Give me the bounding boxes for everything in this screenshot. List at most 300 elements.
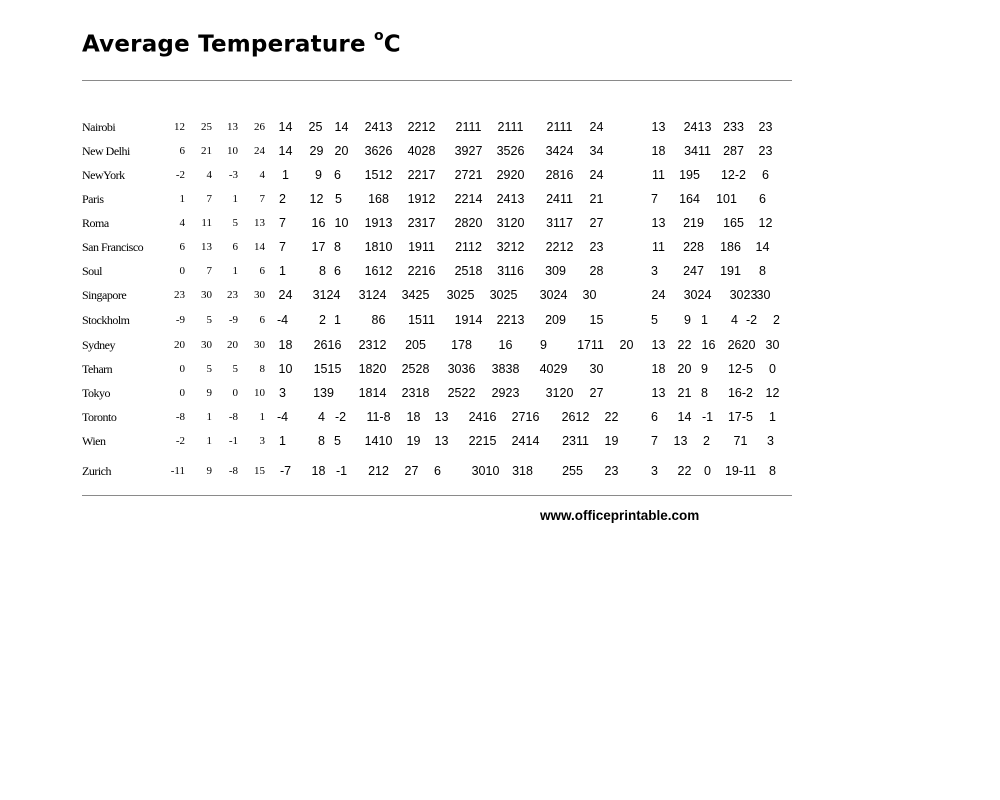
city-name: Teharn bbox=[82, 362, 113, 376]
temperature-value-cell: 3025 bbox=[489, 288, 518, 302]
small-value-cell: 8 bbox=[259, 363, 265, 375]
temperature-value-cell: 168 bbox=[368, 192, 389, 206]
temperature-value-cell: 7 bbox=[651, 434, 658, 448]
temperature-value-cell: 3 bbox=[651, 264, 658, 278]
small-value-cell: 25 bbox=[201, 121, 212, 133]
temperature-value-cell: 3023 bbox=[729, 288, 758, 302]
temperature-value-cell: 212 bbox=[368, 464, 389, 478]
temperature-value-cell: 6 bbox=[434, 464, 441, 478]
table-row bbox=[0, 462, 1000, 480]
temperature-value-cell: 228 bbox=[683, 240, 704, 254]
temperature-value-cell: 86 bbox=[371, 313, 386, 327]
small-value-cell: 20 bbox=[174, 339, 185, 351]
table-row bbox=[0, 384, 1000, 402]
small-value-cell: 7 bbox=[259, 193, 265, 205]
temperature-value-cell: 4 bbox=[731, 313, 738, 327]
temperature-value-cell: 13 bbox=[651, 338, 666, 352]
temperature-value-cell: 2923 bbox=[491, 386, 520, 400]
small-value-cell: 6 bbox=[232, 241, 238, 253]
temperature-value-cell: 3124 bbox=[358, 288, 387, 302]
temperature-value-cell: 1911 bbox=[408, 240, 435, 254]
temperature-value-cell: 3120 bbox=[496, 216, 525, 230]
temperature-value-cell: 14 bbox=[334, 120, 349, 134]
small-value-cell: 10 bbox=[227, 145, 238, 157]
temperature-value-cell: 3411 bbox=[684, 144, 711, 158]
small-value-cell: 1 bbox=[206, 435, 212, 447]
temperature-value-cell: 9 bbox=[315, 168, 322, 182]
temperature-value-cell: -2 bbox=[745, 313, 758, 327]
temperature-value-cell: 15 bbox=[589, 313, 604, 327]
temperature-value-cell: 13 bbox=[434, 410, 449, 424]
small-value-cell: 9 bbox=[206, 465, 212, 477]
small-value-cell: -8 bbox=[228, 465, 238, 477]
temperature-value-cell: 2217 bbox=[407, 168, 436, 182]
small-value-cell: 6 bbox=[259, 265, 265, 277]
temperature-value-cell: 14 bbox=[278, 144, 293, 158]
city-name: Sydney bbox=[82, 338, 115, 352]
table-row bbox=[0, 214, 1000, 232]
temperature-value-cell: 10 bbox=[334, 216, 349, 230]
temperature-value-cell: 20 bbox=[619, 338, 634, 352]
temperature-value-cell: 1 bbox=[279, 264, 286, 278]
temperature-value-cell: 191 bbox=[720, 264, 741, 278]
table-row bbox=[0, 311, 1000, 329]
temperature-value-cell: 2 bbox=[279, 192, 286, 206]
temperature-value-cell: 21 bbox=[589, 192, 604, 206]
temperature-value-cell: 13 bbox=[651, 120, 666, 134]
temperature-value-cell: 16-2 bbox=[727, 386, 754, 400]
temperature-value-cell: 1 bbox=[282, 168, 289, 182]
temperature-value-cell: 1711 bbox=[577, 338, 604, 352]
temperature-value-cell: 2716 bbox=[511, 410, 540, 424]
temperature-value-cell: 18 bbox=[651, 362, 666, 376]
table-row bbox=[0, 408, 1000, 426]
temperature-value-cell: 10 bbox=[278, 362, 293, 376]
temperature-value-cell: 3838 bbox=[491, 362, 520, 376]
temperature-value-cell: 3124 bbox=[312, 288, 341, 302]
temperature-value-cell: 24 bbox=[589, 120, 604, 134]
small-value-cell: 26 bbox=[254, 121, 265, 133]
small-value-cell: 11 bbox=[201, 217, 212, 229]
small-value-cell: 10 bbox=[254, 387, 265, 399]
temperature-value-cell: 23 bbox=[758, 144, 773, 158]
city-name: Nairobi bbox=[82, 120, 116, 134]
temperature-value-cell: 27 bbox=[589, 216, 604, 230]
city-name: Soul bbox=[82, 264, 103, 278]
temperature-value-cell: 25 bbox=[308, 120, 323, 134]
temperature-value-cell: 20 bbox=[677, 362, 692, 376]
small-value-cell: 12 bbox=[174, 121, 185, 133]
temperature-value-cell: 2528 bbox=[401, 362, 430, 376]
small-value-cell: 5 bbox=[206, 363, 212, 375]
temperature-value-cell: 30 bbox=[589, 362, 604, 376]
small-value-cell: 13 bbox=[254, 217, 265, 229]
temperature-value-cell: 13 bbox=[651, 216, 666, 230]
temperature-value-cell: 2213 bbox=[496, 313, 525, 327]
temperature-value-cell: 6 bbox=[334, 264, 341, 278]
small-value-cell: -8 bbox=[228, 411, 238, 423]
temperature-value-cell: 30 bbox=[756, 288, 771, 302]
title-text: Average Temperature bbox=[82, 31, 374, 58]
temperature-value-cell: 1820 bbox=[358, 362, 387, 376]
table-row bbox=[0, 238, 1000, 256]
temperature-value-cell: 219 bbox=[683, 216, 704, 230]
temperature-value-cell: 2816 bbox=[545, 168, 574, 182]
temperature-value-cell: 309 bbox=[545, 264, 566, 278]
temperature-value-cell: -7 bbox=[279, 464, 292, 478]
temperature-value-cell: 11 bbox=[652, 168, 665, 182]
temperature-value-cell: 23 bbox=[604, 464, 619, 478]
city-name: Wien bbox=[82, 434, 106, 448]
temperature-value-cell: 2522 bbox=[447, 386, 476, 400]
temperature-value-cell: 22 bbox=[677, 338, 692, 352]
temperature-value-cell: 8 bbox=[769, 464, 776, 478]
temperature-value-cell: 12 bbox=[765, 386, 780, 400]
temperature-value-cell: 3024 bbox=[539, 288, 568, 302]
temperature-value-cell: -2 bbox=[334, 410, 347, 424]
temperature-value-cell: 3010 bbox=[471, 464, 500, 478]
temperature-value-cell: 18 bbox=[278, 338, 293, 352]
temperature-value-cell: 2311 bbox=[562, 434, 589, 448]
small-value-cell: 30 bbox=[254, 289, 265, 301]
city-name: New Delhi bbox=[82, 144, 130, 158]
city-name: Zurich bbox=[82, 464, 111, 478]
small-value-cell: -2 bbox=[175, 169, 185, 181]
temperature-value-cell: 14 bbox=[278, 120, 293, 134]
small-value-cell: 7 bbox=[206, 265, 212, 277]
temperature-value-cell: -4 bbox=[276, 313, 289, 327]
temperature-value-cell: 3025 bbox=[446, 288, 475, 302]
temperature-value-cell: 2212 bbox=[407, 120, 436, 134]
temperature-value-cell: 2518 bbox=[454, 264, 483, 278]
temperature-value-cell: 2 bbox=[773, 313, 780, 327]
small-value-cell: 5 bbox=[232, 363, 238, 375]
temperature-value-cell: -1 bbox=[701, 410, 714, 424]
city-name: NewYork bbox=[82, 168, 125, 182]
table-row bbox=[0, 286, 1000, 304]
temperature-value-cell: 3116 bbox=[497, 264, 524, 278]
temperature-value-cell: 1810 bbox=[364, 240, 393, 254]
temperature-value-cell: 2112 bbox=[455, 240, 482, 254]
temperature-value-cell: 8 bbox=[759, 264, 766, 278]
temperature-value-cell: 101 bbox=[716, 192, 737, 206]
temperature-value-cell: 23 bbox=[758, 120, 773, 134]
temperature-value-cell: 27 bbox=[404, 464, 419, 478]
small-value-cell: 5 bbox=[206, 314, 212, 326]
temperature-value-cell: 3424 bbox=[545, 144, 574, 158]
temperature-value-cell: 30 bbox=[765, 338, 780, 352]
temperature-value-cell: 3 bbox=[651, 464, 658, 478]
temperature-value-cell: 2413 bbox=[364, 120, 393, 134]
city-name: Paris bbox=[82, 192, 104, 206]
temperature-value-cell: 3425 bbox=[401, 288, 430, 302]
temperature-value-cell: 12 bbox=[309, 192, 324, 206]
table-row bbox=[0, 432, 1000, 450]
small-value-cell: 5 bbox=[232, 217, 238, 229]
temperature-value-cell: 5 bbox=[334, 434, 341, 448]
temperature-value-cell: 23 bbox=[589, 240, 604, 254]
city-name: San Francisco bbox=[82, 240, 144, 254]
temperature-value-cell: 2312 bbox=[358, 338, 387, 352]
temperature-value-cell: 2111 bbox=[455, 120, 482, 134]
degree-sign: o bbox=[373, 28, 384, 44]
temperature-value-cell: 287 bbox=[723, 144, 744, 158]
small-value-cell: 6 bbox=[259, 314, 265, 326]
temperature-value-cell: 2 bbox=[703, 434, 710, 448]
temperature-value-cell: 13 bbox=[434, 434, 449, 448]
temperature-value-cell: 18 bbox=[651, 144, 666, 158]
page-title bbox=[82, 28, 401, 58]
temperature-value-cell: 22 bbox=[677, 464, 692, 478]
temperature-value-cell: 2318 bbox=[401, 386, 430, 400]
small-value-cell: 4 bbox=[259, 169, 265, 181]
temperature-value-cell: 1814 bbox=[358, 386, 387, 400]
small-value-cell: 4 bbox=[179, 217, 185, 229]
small-value-cell: 20 bbox=[227, 339, 238, 351]
temperature-value-cell: 6 bbox=[334, 168, 341, 182]
temperature-value-cell: 27 bbox=[589, 386, 604, 400]
temperature-value-cell: 7 bbox=[651, 192, 658, 206]
small-value-cell: -3 bbox=[228, 169, 238, 181]
table-row bbox=[0, 118, 1000, 136]
temperature-value-cell: 20 bbox=[334, 144, 349, 158]
top-rule bbox=[82, 80, 792, 81]
temperature-value-cell: 178 bbox=[451, 338, 472, 352]
temperature-value-cell: 209 bbox=[545, 313, 566, 327]
temperature-value-cell: 19-11 bbox=[724, 464, 757, 478]
temperature-value-cell: 11 bbox=[652, 240, 665, 254]
temperature-value-cell: 6 bbox=[759, 192, 766, 206]
temperature-value-cell: 18 bbox=[311, 464, 326, 478]
table-row bbox=[0, 262, 1000, 280]
temperature-value-cell: 4028 bbox=[407, 144, 436, 158]
temperature-value-cell: 5 bbox=[651, 313, 658, 327]
small-value-cell: 4 bbox=[206, 169, 212, 181]
temperature-value-cell: 1 bbox=[701, 313, 708, 327]
temperature-value-cell: 3 bbox=[767, 434, 774, 448]
temperature-value-cell: 1612 bbox=[364, 264, 393, 278]
temperature-value-cell: 8 bbox=[318, 434, 325, 448]
table-row bbox=[0, 190, 1000, 208]
temperature-value-cell: 0 bbox=[769, 362, 776, 376]
small-value-cell: -1 bbox=[228, 435, 238, 447]
small-value-cell: 15 bbox=[254, 465, 265, 477]
small-value-cell: -2 bbox=[175, 435, 185, 447]
small-value-cell: 9 bbox=[206, 387, 212, 399]
small-value-cell: 30 bbox=[201, 289, 212, 301]
temperature-value-cell: 29 bbox=[309, 144, 324, 158]
temperature-value-cell: 1 bbox=[279, 434, 286, 448]
temperature-value-cell: 1410 bbox=[364, 434, 393, 448]
temperature-value-cell: 2414 bbox=[511, 434, 540, 448]
temperature-value-cell: 8 bbox=[701, 386, 708, 400]
temperature-value-cell: 1512 bbox=[364, 168, 393, 182]
temperature-value-cell: 3120 bbox=[545, 386, 574, 400]
temperature-value-cell: 28 bbox=[589, 264, 604, 278]
temperature-value-cell: 9 bbox=[684, 313, 691, 327]
temperature-value-cell: 6 bbox=[651, 410, 658, 424]
temperature-value-cell: 8 bbox=[319, 264, 326, 278]
table-row bbox=[0, 166, 1000, 184]
city-name: Roma bbox=[82, 216, 109, 230]
temperature-value-cell: 21 bbox=[677, 386, 692, 400]
table-row bbox=[0, 336, 1000, 354]
temperature-value-cell: 4 bbox=[318, 410, 325, 424]
small-value-cell: 23 bbox=[227, 289, 238, 301]
temperature-value-cell: 19 bbox=[406, 434, 421, 448]
temperature-value-cell: 195 bbox=[679, 168, 700, 182]
temperature-value-cell: 1914 bbox=[454, 313, 483, 327]
table-row bbox=[0, 360, 1000, 378]
city-name: Toronto bbox=[82, 410, 117, 424]
temperature-value-cell: 2215 bbox=[468, 434, 497, 448]
temperature-value-cell: 2317 bbox=[407, 216, 436, 230]
small-value-cell: 30 bbox=[201, 339, 212, 351]
temperature-value-cell: 7 bbox=[279, 240, 286, 254]
city-name: Singapore bbox=[82, 288, 127, 302]
small-value-cell: 30 bbox=[254, 339, 265, 351]
small-value-cell: -9 bbox=[228, 314, 238, 326]
city-name: Tokyo bbox=[82, 386, 110, 400]
temperature-value-cell: 12 bbox=[758, 216, 773, 230]
temperature-value-cell: 186 bbox=[720, 240, 741, 254]
temperature-value-cell: 2216 bbox=[407, 264, 436, 278]
city-name: Stockholm bbox=[82, 313, 130, 327]
temperature-value-cell: 3626 bbox=[364, 144, 393, 158]
temperature-value-cell: 7 bbox=[279, 216, 286, 230]
temperature-value-cell: 2820 bbox=[454, 216, 483, 230]
temperature-value-cell: 1515 bbox=[313, 362, 342, 376]
small-value-cell: 13 bbox=[201, 241, 212, 253]
temperature-value-cell: 12-5 bbox=[727, 362, 754, 376]
small-value-cell: 1 bbox=[232, 265, 238, 277]
temperature-value-cell: 6 bbox=[762, 168, 769, 182]
temperature-value-cell: 18 bbox=[406, 410, 421, 424]
temperature-value-cell: 3 bbox=[279, 386, 286, 400]
temperature-value-cell: 14 bbox=[677, 410, 692, 424]
temperature-value-cell: 2212 bbox=[545, 240, 574, 254]
small-value-cell: -8 bbox=[175, 411, 185, 423]
small-value-cell: 14 bbox=[254, 241, 265, 253]
temperature-value-cell: 12-2 bbox=[720, 168, 747, 182]
temperature-value-cell: 2416 bbox=[468, 410, 497, 424]
temperature-value-cell: 16 bbox=[498, 338, 513, 352]
temperature-value-cell: 2612 bbox=[561, 410, 590, 424]
temperature-value-cell: 2111 bbox=[497, 120, 524, 134]
small-value-cell: 7 bbox=[206, 193, 212, 205]
temperature-value-cell: 14 bbox=[755, 240, 770, 254]
small-value-cell: 1 bbox=[179, 193, 185, 205]
small-value-cell: -9 bbox=[175, 314, 185, 326]
temperature-value-cell: 2411 bbox=[546, 192, 573, 206]
temperature-value-cell: 2920 bbox=[496, 168, 525, 182]
temperature-value-cell: 1511 bbox=[408, 313, 435, 327]
temperature-value-cell: 2620 bbox=[727, 338, 756, 352]
temperature-value-cell: 2 bbox=[319, 313, 326, 327]
title-unit: C bbox=[383, 31, 401, 58]
temperature-value-cell: 318 bbox=[512, 464, 533, 478]
small-value-cell: 6 bbox=[179, 145, 185, 157]
small-value-cell: 24 bbox=[254, 145, 265, 157]
small-value-cell: 1 bbox=[259, 411, 265, 423]
small-value-cell: -11 bbox=[170, 465, 185, 477]
temperature-value-cell: 165 bbox=[723, 216, 744, 230]
temperature-value-cell: 9 bbox=[540, 338, 547, 352]
temperature-value-cell: 24 bbox=[651, 288, 666, 302]
temperature-value-cell: 4029 bbox=[539, 362, 568, 376]
temperature-value-cell: 205 bbox=[405, 338, 426, 352]
temperature-value-cell: 22 bbox=[604, 410, 619, 424]
website-url: www.officeprintable.com bbox=[540, 508, 700, 523]
small-value-cell: 1 bbox=[232, 193, 238, 205]
temperature-value-cell: 164 bbox=[679, 192, 700, 206]
temperature-value-cell: 2111 bbox=[546, 120, 573, 134]
small-value-cell: 0 bbox=[232, 387, 238, 399]
temperature-value-cell: 1 bbox=[334, 313, 341, 327]
temperature-value-cell: 24 bbox=[589, 168, 604, 182]
small-value-cell: 13 bbox=[227, 121, 238, 133]
temperature-value-cell: 11-8 bbox=[366, 410, 391, 424]
temperature-value-cell: 17 bbox=[311, 240, 326, 254]
temperature-value-cell: -4 bbox=[276, 410, 289, 424]
table-row bbox=[0, 142, 1000, 160]
temperature-value-cell: 2616 bbox=[313, 338, 342, 352]
temperature-value-cell: 13 bbox=[673, 434, 688, 448]
small-value-cell: 1 bbox=[206, 411, 212, 423]
temperature-value-cell: 1 bbox=[769, 410, 776, 424]
small-value-cell: 21 bbox=[201, 145, 212, 157]
temperature-value-cell: 17-5 bbox=[727, 410, 754, 424]
temperature-value-cell: 9 bbox=[701, 362, 708, 376]
bottom-rule bbox=[82, 495, 792, 496]
temperature-value-cell: 3036 bbox=[447, 362, 476, 376]
temperature-value-cell: 0 bbox=[704, 464, 711, 478]
temperature-value-cell: 139 bbox=[313, 386, 334, 400]
temperature-value-cell: 3927 bbox=[454, 144, 483, 158]
temperature-value-cell: 3212 bbox=[496, 240, 525, 254]
temperature-value-cell: 1912 bbox=[407, 192, 436, 206]
temperature-value-cell: 71 bbox=[733, 434, 748, 448]
temperature-value-cell: 19 bbox=[604, 434, 619, 448]
temperature-value-cell: 30 bbox=[582, 288, 597, 302]
temperature-value-cell: 247 bbox=[683, 264, 704, 278]
temperature-value-cell: 13 bbox=[651, 386, 666, 400]
temperature-value-cell: 24 bbox=[278, 288, 293, 302]
small-value-cell: 0 bbox=[179, 387, 185, 399]
temperature-value-cell: -1 bbox=[335, 464, 348, 478]
temperature-value-cell: 2214 bbox=[454, 192, 483, 206]
temperature-value-cell: 3117 bbox=[546, 216, 573, 230]
temperature-value-cell: 2721 bbox=[454, 168, 483, 182]
temperature-value-cell: 3024 bbox=[683, 288, 712, 302]
small-value-cell: 0 bbox=[179, 265, 185, 277]
temperature-value-cell: 34 bbox=[589, 144, 604, 158]
temperature-value-cell: 8 bbox=[334, 240, 341, 254]
temperature-value-cell: 3526 bbox=[496, 144, 525, 158]
small-value-cell: 23 bbox=[174, 289, 185, 301]
temperature-value-cell: 2413 bbox=[683, 120, 712, 134]
temperature-value-cell: 2413 bbox=[496, 192, 525, 206]
small-value-cell: 3 bbox=[259, 435, 265, 447]
small-value-cell: 6 bbox=[179, 241, 185, 253]
temperature-value-cell: 16 bbox=[311, 216, 326, 230]
small-value-cell: 0 bbox=[179, 363, 185, 375]
temperature-value-cell: 255 bbox=[562, 464, 583, 478]
temperature-value-cell: 1913 bbox=[364, 216, 393, 230]
temperature-value-cell: 16 bbox=[701, 338, 716, 352]
temperature-value-cell: 5 bbox=[335, 192, 342, 206]
temperature-value-cell: 233 bbox=[723, 120, 744, 134]
